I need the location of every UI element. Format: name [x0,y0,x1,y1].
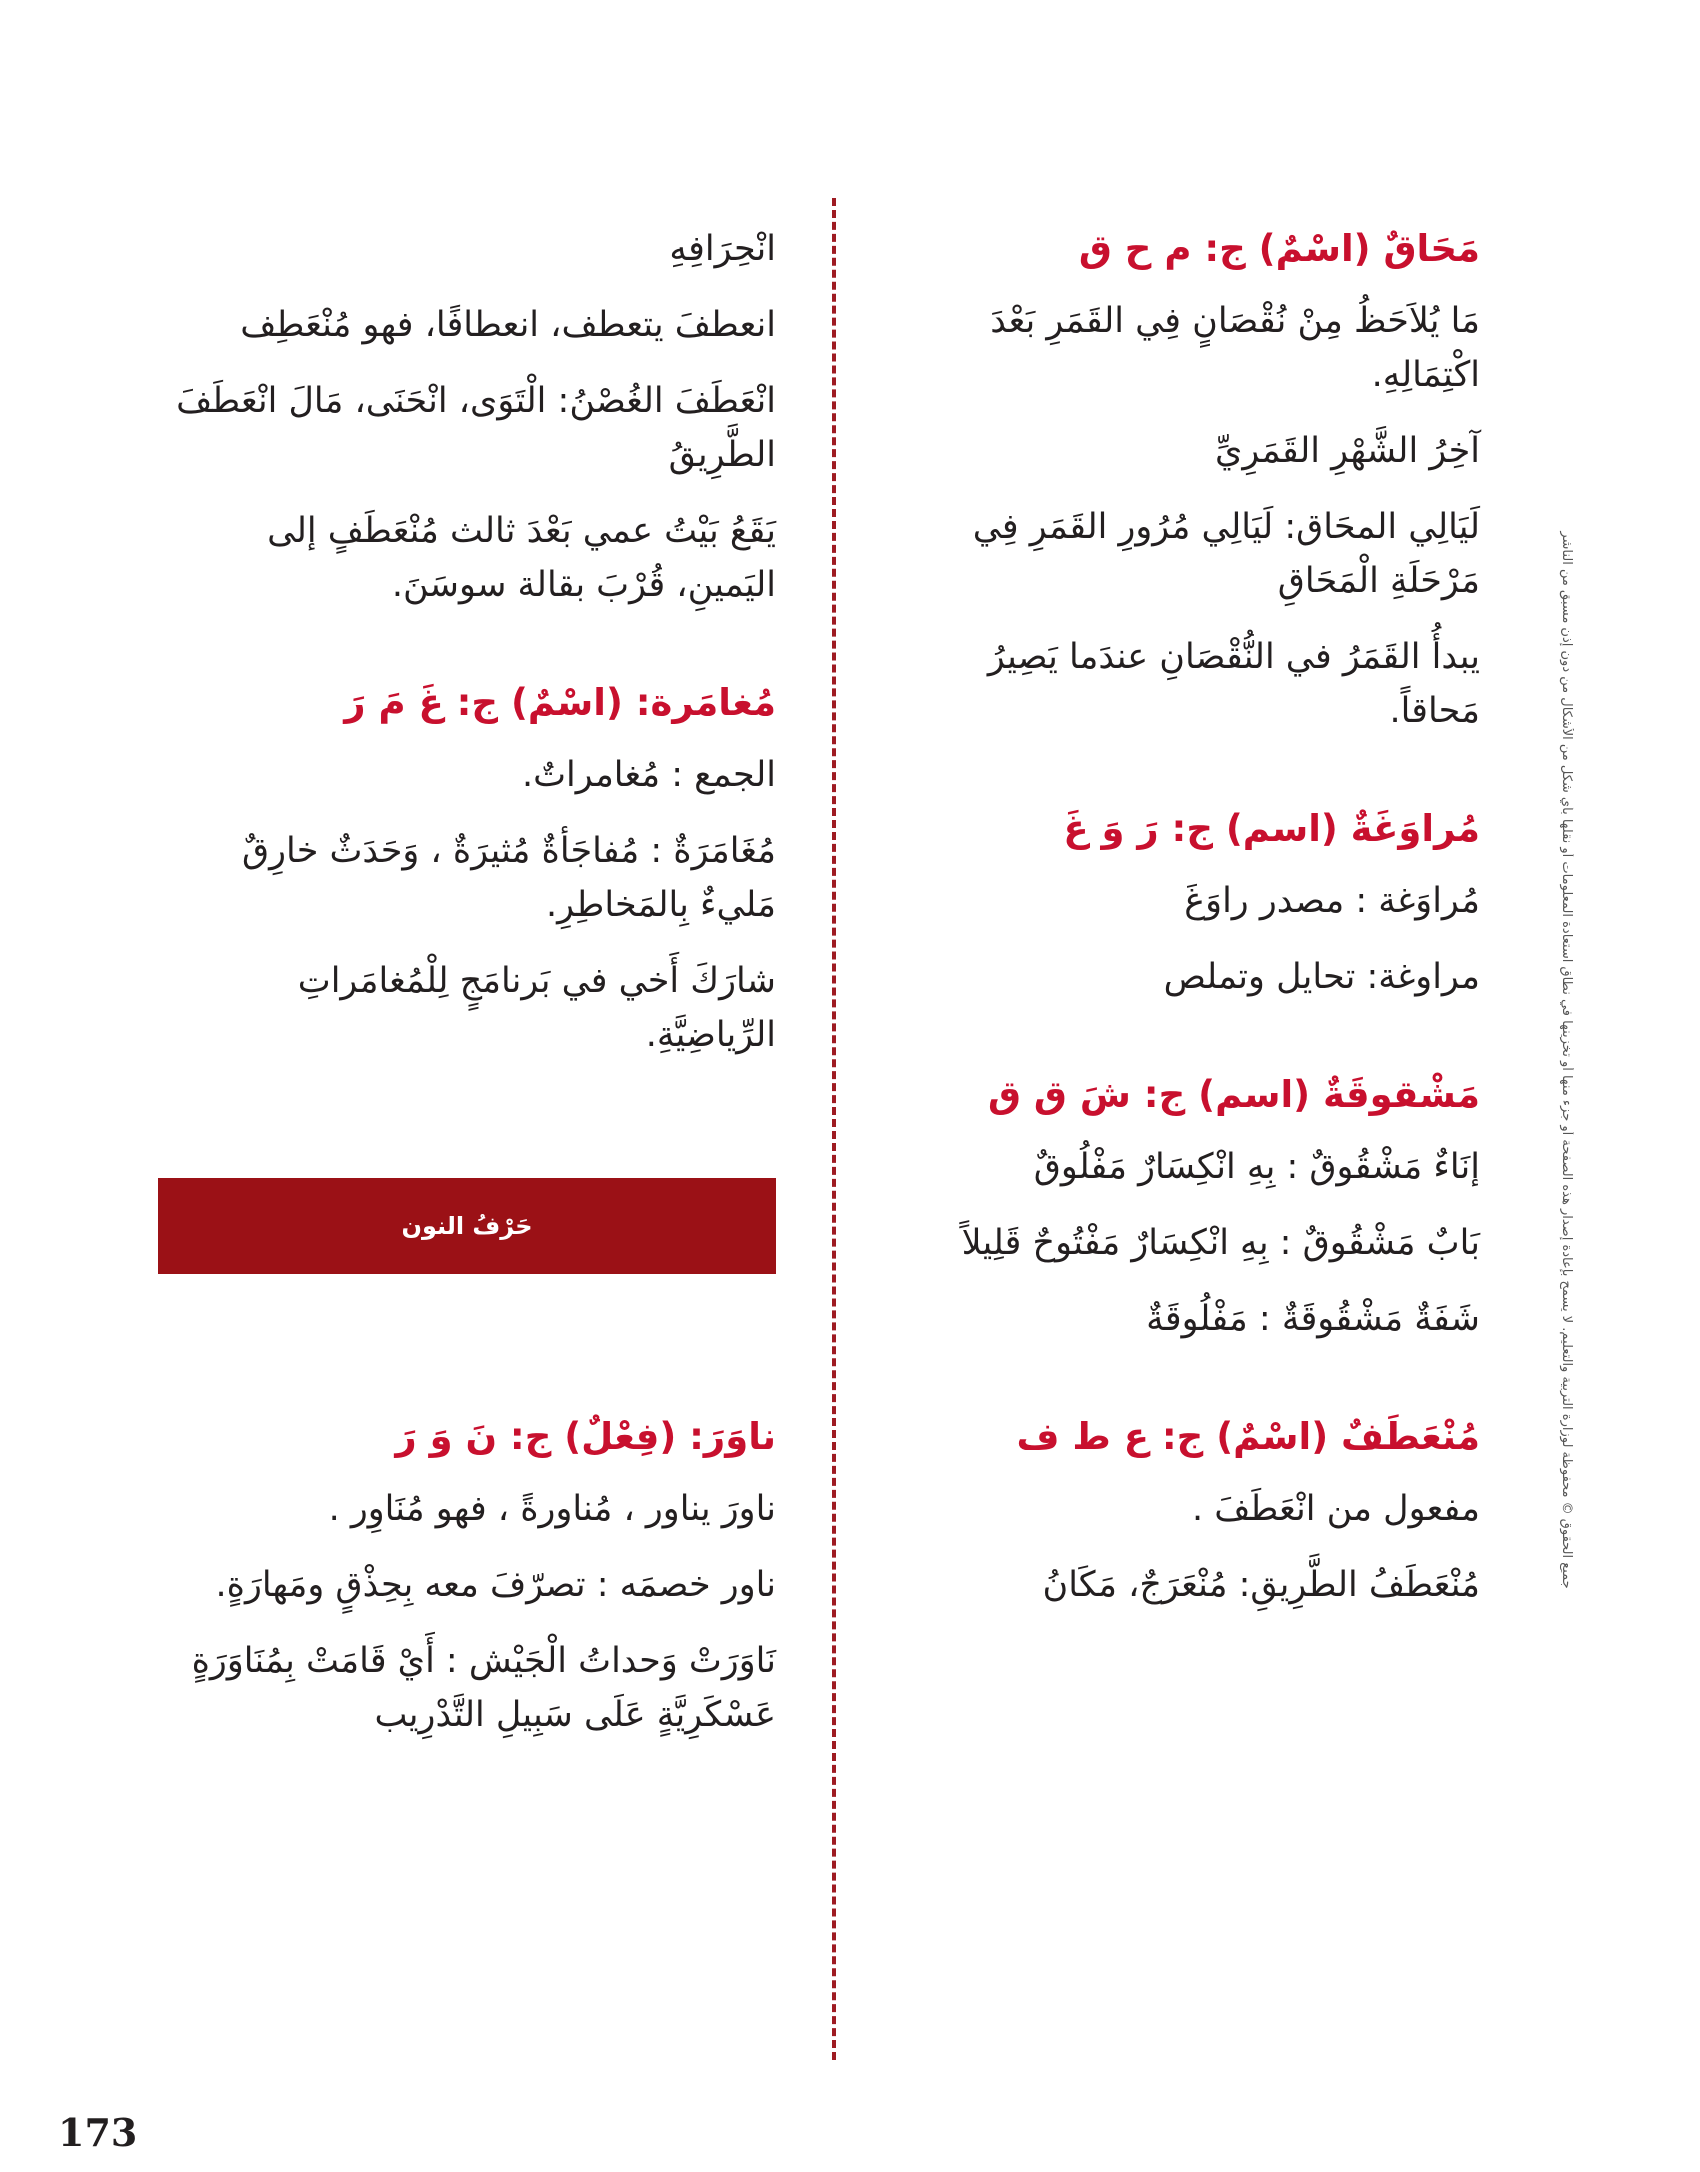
entry-definition: ناور خصمَه : تصرّفَ معه بِحِذْقٍ ومَهارَةٍ. [215,1565,776,1605]
dictionary-entry [158,676,776,1062]
entry-definition: مفعول من انْعَطَفَ . [1191,1489,1480,1529]
entry-definition: شارَكَ أَخي في بَرنامَجٍ لِلْمُغامَراتِ الرِّياضِيَّةِ. [297,961,776,1055]
entry-definition: انْحِرَافِهِ [669,229,776,269]
left-column-top [158,222,776,1062]
left-column [158,222,776,1806]
entry-definition: آخِرُ الشَّهْرِ القَمَرِيِّ [1214,431,1480,471]
entry-headword: مُراوَغَةٌ (اسم) ج: رَ وَ غَ [1063,807,1480,850]
entry-headword: مَشْقوقَةٌ (اسم) ج: شَ ق ق [987,1073,1480,1116]
entry-definition: الجمع : مُغامراتٌ. [521,755,776,795]
dictionary-entry [158,1410,776,1742]
entry-definition: نَاوَرَتْ وَحداتُ الْجَيْش : أَيْ قَامَتْ بِمُنَاوَرَةٍ عَسْكَرِيَّةٍ عَلَى سَبِيلِ التَّدْرِيب [191,1641,776,1735]
entry-definition: مُراوَغة : مصدر راوَغَ [1184,881,1480,921]
letter-banner [158,1178,776,1274]
dictionary-entry [900,222,1480,738]
dictionary-entry [900,802,1480,1004]
dictionary-entry [900,1410,1480,1612]
entry-definition: بَابٌ مَشْقُوقٌ : بِهِ انْكِسَارٌ مَفْتُوحٌ قَلِيلاً [961,1223,1480,1263]
entry-definition: يَقَعُ بَيْتُ عمي بَعْدَ ثالث مُنْعَطَفٍ إلى اليَمينِ، قُرْبَ بقالة سوسَنَ. [267,511,776,605]
copyright-side-note: جميع الحقوق © محفوظة لوزارة التربية والتعليم. لا يسمح بإعادة إصدار هذه الصفحة أو جزء منها أو تخزينها في نطاق استعادة المعلومات أو نقلها بأي شكل من الأشكال من دون إذن مسبق من الناشر [1559,531,1574,1589]
dictionary-entry [158,222,776,612]
entry-headword: مُغامَرة: (اسْمٌ) ج: غَ مَ رَ [344,681,776,724]
entry-headword: ناوَرَ: (فِعْلٌ) ج: نَ وَ رَ [395,1415,776,1458]
right-column [900,222,1480,1676]
entry-definition: مُغَامَرَةٌ : مُفاجَأةٌ مُثيرَةٌ ، وَحَدَثٌ خارِقٌ مَليءٌ بِالمَخاطِرِ. [241,831,776,925]
entry-definition: انعطفَ يتعطف، انعطافًا، فهو مُنْعَطِف [240,305,776,345]
dashed-column-divider [832,198,836,2060]
entry-definition: يبدأُ القَمَرُ في النُّقْصَانِ عندَما يَصِيرُ مَحاقاً. [987,637,1480,731]
entry-definition: مراوغة: تحايل وتملص [1163,957,1480,997]
left-column-bottom [158,1410,776,1742]
entry-headword: مَحَاقٌ (اسْمٌ) ج: م ح ق [1078,227,1480,270]
entry-headword: مُنْعَطَفٌ (اسْمٌ) ج: ع ط ف [1016,1415,1480,1458]
entry-definition: إنَاءٌ مَشْقُوقٌ : بِهِ انْكِسَارٌ مَفْلُوقٌ [1033,1147,1480,1187]
dictionary-entry [900,1068,1480,1346]
entry-definition: لَيَالِي المحَاق: لَيَالِي مُرُورِ القَمَرِ فِي مَرْحَلَةِ الْمَحَاقِ [972,507,1480,601]
entry-definition: مَا يُلاَحَظُ مِنْ نُقْصَانٍ فِي القَمَرِ بَعْدَ اكْتِمَالِهِ. [990,301,1480,395]
letter-banner-label: حَرْفُ النون [401,1212,533,1240]
entry-definition: انْعَطَفَ الغُصْنُ: الْتَوَى، انْحَنَى، مَالَ انْعَطَفَ الطَّرِيقُ [176,381,776,475]
page-number: 173 [58,2110,138,2155]
entry-definition: شَفَةٌ مَشْقُوقَةٌ : مَفْلُوقَةٌ [1146,1299,1480,1339]
entry-definition: مُنْعَطَفُ الطَّرِيقِ: مُنْعَرَجٌ، مَكَانُ [1042,1565,1480,1605]
entry-definition: ناورَ يناور ، مُناورةً ، فهو مُنَاوِر . [328,1489,776,1529]
